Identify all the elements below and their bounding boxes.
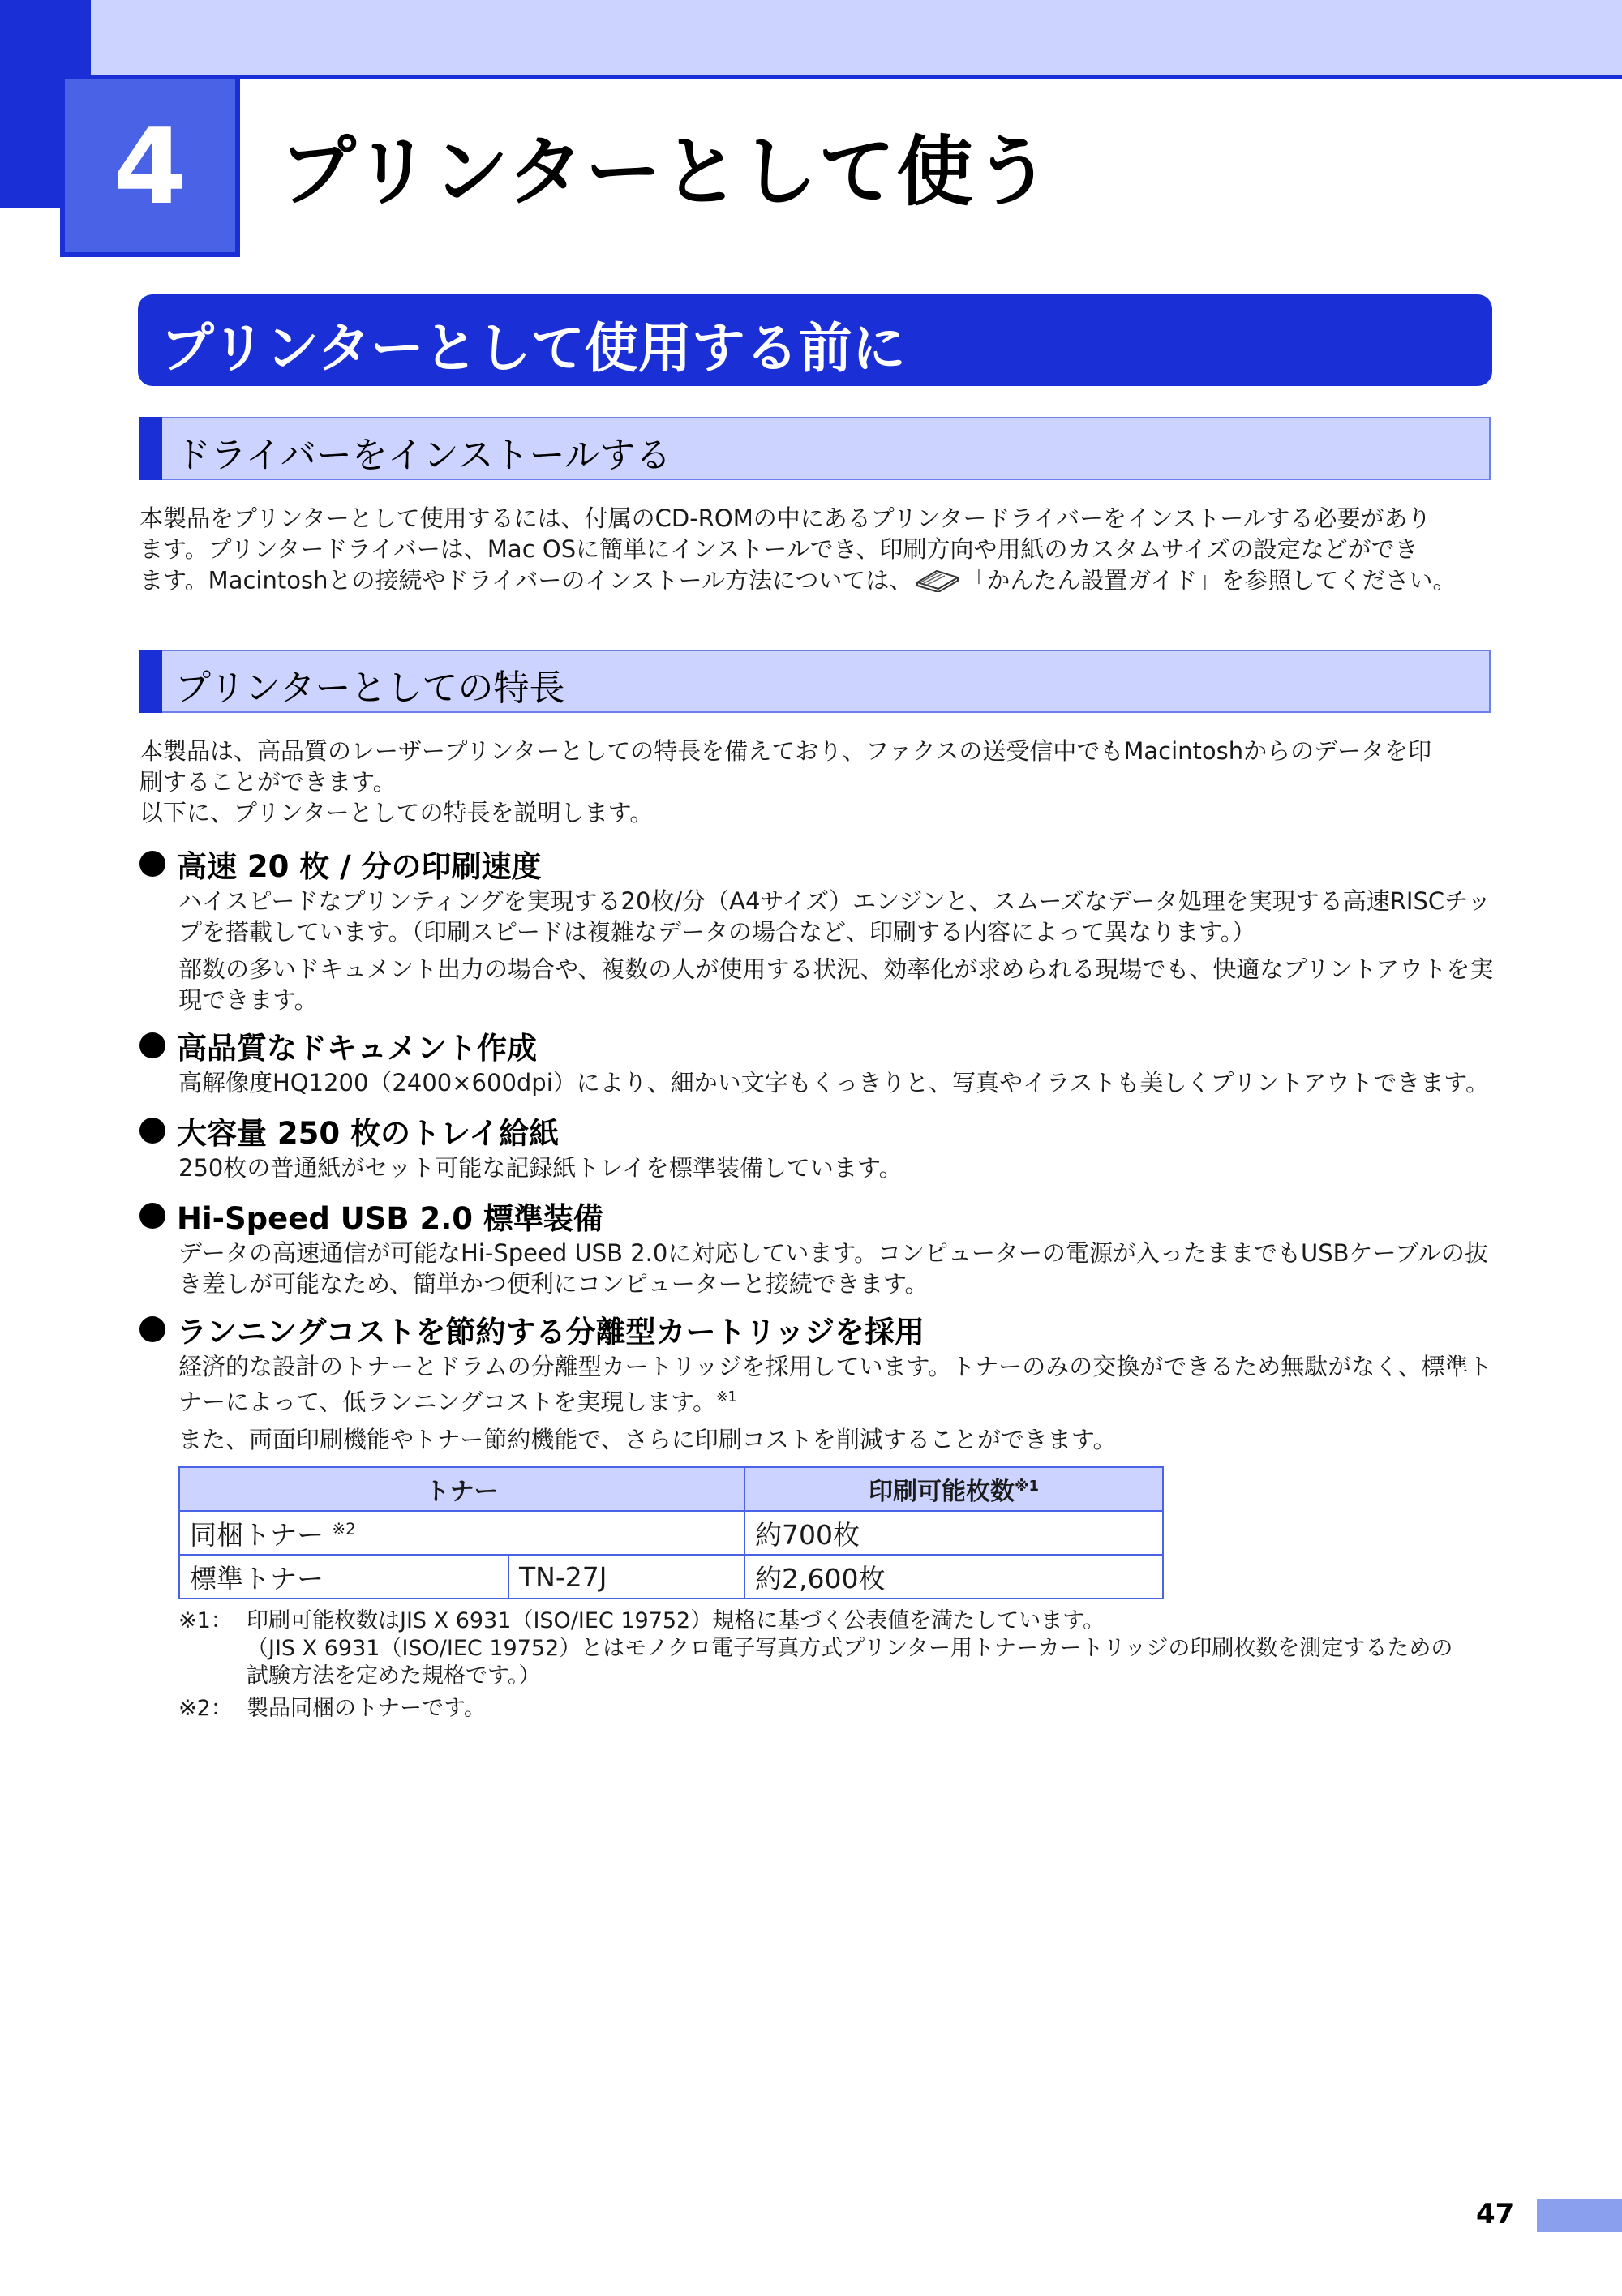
footnote-line (178, 1695, 486, 1723)
bullet-icon (139, 1118, 165, 1144)
feature-body (178, 886, 1494, 1022)
feature-body (178, 1351, 1494, 1461)
paragraph-line: 以下に、プリンターとしての特長を説明します。 (139, 799, 654, 826)
table-cell: 標準トナー (179, 1555, 508, 1599)
feature-heading-text: 高速 20 枚 / 分の印刷速度 (177, 849, 542, 884)
footnote (178, 1607, 1453, 1690)
paragraph-line: 本製品は、高品質のレーザープリンターとしての特長を備えており、ファクスの送受信中でもMacintoshからのデータを印 (139, 737, 1432, 765)
paragraph-fragment: 「かんたん設置ガイド」を参照してください。 (963, 566, 1457, 594)
table-cell: TN-27J (508, 1555, 744, 1599)
driver-install-paragraph (139, 503, 1494, 599)
section-title: プリンターとして使用する前に (161, 317, 906, 380)
header-label: 印刷可能枚数 (868, 1478, 1015, 1506)
setup-guide-book-icon (914, 564, 961, 599)
table-header-row (179, 1467, 1163, 1511)
paragraph-line (139, 564, 1494, 599)
paragraph-line: 本製品をプリンターとして使用するには、付属のCD-ROMの中にあるプリンタードライバーをインストールする必要があり (139, 504, 1431, 532)
table-row (179, 1555, 1163, 1599)
feature-heading (139, 1307, 925, 1351)
feature-paragraph: ハイスピードなプリンティングを実現する20枚/分（A4サイズ）エンジンと、スムーズなデータ処理を実現する高速RISCチップを搭載しています。（印刷スピードは複雑なデータの場合など、印刷する内容によって異なります。） (178, 887, 1491, 946)
chapter-title: プリンターとして使う (280, 128, 1053, 217)
footnote-marker: ※2： (178, 1696, 233, 1721)
cell-text: 同梱トナー (190, 1518, 324, 1551)
page-tab (1537, 2199, 1622, 2232)
subsection-title-features: プリンターとしての特長 (175, 667, 565, 709)
footnote-text: 印刷可能枚数はJIS X 6931（ISO/IEC 19752）規格に基づく公表値を満たしています。 (247, 1608, 1105, 1633)
chapter-number: 4 (113, 104, 187, 228)
feature-paragraph: また、両面印刷機能やトナー節約機能で、さらに印刷コストを削減することができます。 (178, 1425, 1117, 1453)
subsection-title-driver: ドライバーをインストールする (175, 435, 672, 476)
paragraph-fragment: ます。Macintoshとの接続やドライバーのインストール方法については、 (139, 566, 913, 594)
footnote-mark: ※1 (715, 1389, 737, 1405)
feature-body (178, 1152, 1494, 1190)
feature-paragraph: 高解像度HQ1200（2400×600dpi）により、細かい文字もくっきりと、写真やイラストも美しくプリントアウトできます。 (178, 1069, 1489, 1097)
header-band (0, 0, 1622, 78)
feature-body (178, 1067, 1494, 1105)
bullet-icon (139, 1203, 165, 1229)
feature-heading-text: 大容量 250 枚のトレイ給紙 (177, 1116, 560, 1151)
feature-heading (139, 1109, 559, 1152)
footnote-line: 試験方法を定めた規格です。） (247, 1663, 541, 1689)
feature-heading (139, 1024, 537, 1067)
table-header-cell: トナー (179, 1467, 744, 1511)
table-header-cell (744, 1467, 1163, 1511)
feature-heading-text: 高品質なドキュメント作成 (177, 1031, 537, 1066)
footnote (178, 1695, 486, 1723)
page-number: 47 (1476, 2198, 1515, 2230)
feature-paragraph: 250枚の普通紙がセット可能な記録紙トレイを標準装備しています。 (178, 1154, 903, 1182)
footnote-line (178, 1607, 1453, 1635)
toner-table (178, 1466, 1164, 1599)
bullet-icon (139, 1316, 165, 1342)
footnote-text: 製品同梱のトナーです。 (247, 1696, 486, 1721)
table-cell: 約700枚 (744, 1511, 1163, 1555)
header-rule (0, 75, 1622, 79)
feature-paragraph-text: 経済的な設計のトナーとドラムの分離型カートリッジを採用しています。トナーのみの交換ができるため無駄がなく、標準トナーによって、低ランニングコストを実現します。 (178, 1353, 1492, 1416)
table-cell: 約2,600枚 (744, 1555, 1163, 1599)
features-intro-paragraph (139, 736, 1494, 828)
paragraph-line: ます。プリンタードライバーは、Mac OSに簡単にインストールでき、印刷方向や用紙のカスタムサイズの設定などができ (139, 535, 1418, 563)
footnote-marker: ※1： (178, 1608, 233, 1633)
bullet-icon (139, 1032, 165, 1058)
feature-paragraph: 部数の多いドキュメント出力の場合や、複数の人が使用する状況、効率化が求められる現場でも、快適なプリントアウトを実現できます。 (178, 955, 1494, 1014)
bullet-icon (139, 851, 165, 877)
table-cell (179, 1511, 744, 1555)
paragraph-line: 刷することができます。 (139, 768, 397, 796)
feature-heading (139, 842, 542, 886)
footnote-mark: ※2 (332, 1519, 356, 1539)
feature-heading-text: ランニングコストを節約する分離型カートリッジを採用 (177, 1315, 925, 1350)
subsection-heading-bar (139, 650, 162, 713)
feature-heading-text: Hi-Speed USB 2.0 標準装備 (177, 1201, 603, 1236)
table-row (179, 1511, 1163, 1555)
subsection-heading-bar (139, 417, 162, 480)
feature-body (178, 1238, 1494, 1306)
feature-paragraph (178, 1351, 1494, 1418)
footnote-mark: ※1 (1014, 1478, 1040, 1495)
feature-paragraph: データの高速通信が可能なHi-Speed USB 2.0に対応しています。コンピューターの電源が入ったままでもUSBケーブルの抜き差しが可能なため、簡単かつ便利にコンピューターと接続できます。 (178, 1239, 1488, 1298)
feature-heading (139, 1194, 603, 1238)
footnote-line: （JIS X 6931（ISO/IEC 19752）とはモノクロ電子写真方式プリンター用トナーカートリッジの印刷枚数を測定するための (247, 1636, 1453, 1661)
